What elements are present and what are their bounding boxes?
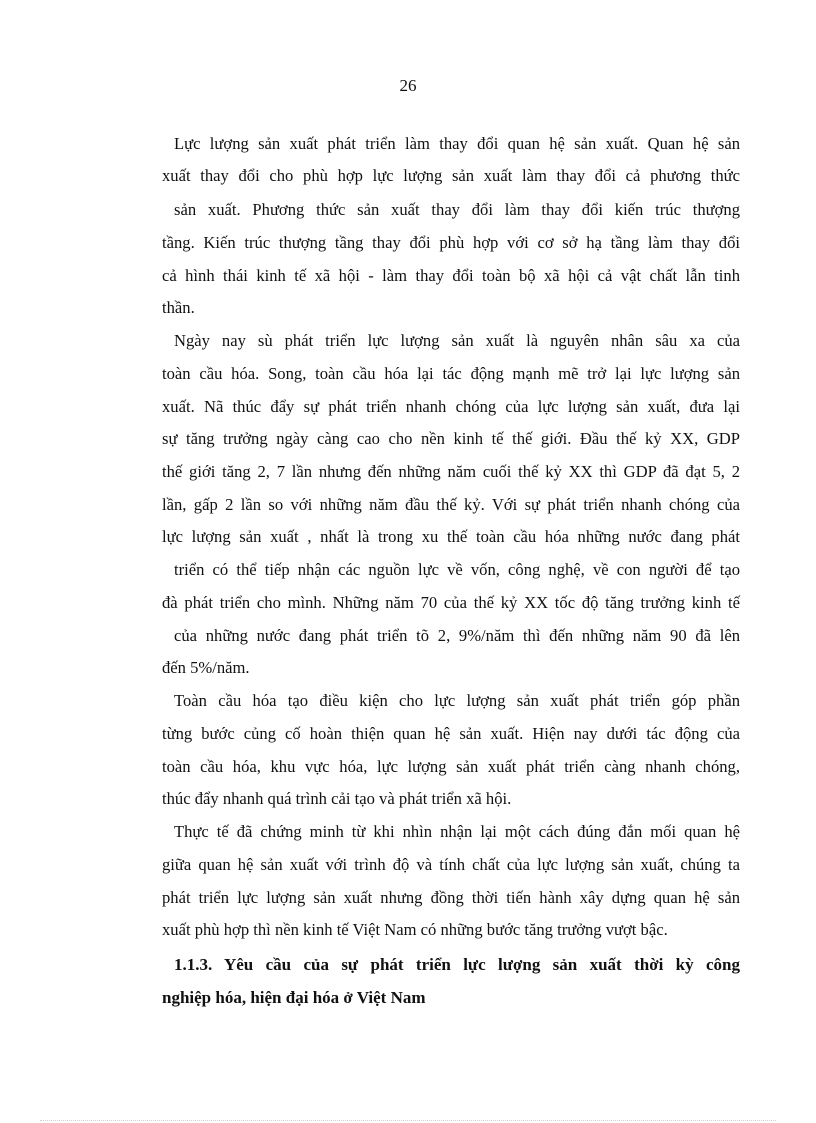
paragraph-line: giữa quan hệ sản xuất với trình độ và tính chất của lực lượng sản xuất, chúng ta bbox=[162, 855, 740, 874]
paragraph-line: thần. bbox=[162, 298, 195, 317]
paragraph-line: đà phát triển cho mình. Những năm 70 của thế kỷ XX tốc độ tăng trưởng kinh tế bbox=[162, 593, 740, 612]
paragraph-line: Ngày nay sù phát triển lực lượng sản xuất là nguyên nhân sâu xa của bbox=[174, 331, 740, 350]
paragraph-line: sản xuất. Phương thức sản xuất thay đổi làm thay đổi kiến trúc thượng bbox=[174, 200, 740, 219]
heading-line: 1.1.3. Yêu cầu của sự phát triển lực lượng sản xuất thời kỳ công bbox=[174, 955, 740, 974]
paragraph-line: từng bước củng cố hoàn thiện quan hệ sản xuất. Hiện nay dưới tác động của bbox=[162, 724, 740, 743]
paragraph-line: sự tăng trưởng ngày càng cao cho nền kinh tế thế giới. Đầu thế kỷ XX, GDP bbox=[162, 429, 740, 448]
paragraph-line: xuất thay đổi cho phù hợp lực lượng sản xuất làm thay đổi cả phương thức bbox=[162, 166, 740, 185]
paragraph-line: triển có thể tiếp nhận các nguồn lực về vốn, công nghệ, về con người để tạo bbox=[174, 560, 740, 579]
paragraph-line: tầng. Kiến trúc thượng tầng thay đổi phù hợp với cơ sở hạ tầng làm thay đổi bbox=[162, 233, 740, 252]
paragraph-line: xuất. Nã thúc đẩy sự phát triển nhanh chóng của lực lượng sản xuất, đưa lại bbox=[162, 397, 740, 416]
paragraph-line: thúc đẩy nhanh quá trình cải tạo và phát triển xã hội. bbox=[162, 789, 512, 808]
heading-line: nghiệp hóa, hiện đại hóa ở Việt Nam bbox=[162, 988, 426, 1007]
page-number: 26 bbox=[399, 76, 417, 95]
paragraph-line: Thực tế đã chứng minh từ khi nhìn nhận lại một cách đúng đắn mối quan hệ bbox=[174, 822, 740, 841]
paragraph-line: toàn cầu hóa, khu vực hóa, lực lượng sản xuất phát triển càng nhanh chóng, bbox=[162, 757, 740, 776]
paragraph-line: cả hình thái kinh tế xã hội - làm thay đổi toàn bộ xã hội cả vật chất lẫn tinh bbox=[162, 266, 740, 285]
paragraph-line: Lực lượng sản xuất phát triển làm thay đổi quan hệ sản xuất. Quan hệ sản bbox=[174, 134, 740, 153]
page-bottom-rule bbox=[40, 1120, 776, 1121]
paragraph-line: toàn cầu hóa. Song, toàn cầu hóa lại tác động mạnh mẽ trở lại lực lượng sản bbox=[162, 364, 740, 383]
paragraph-line: xuất phù hợp thì nền kinh tế Việt Nam có những bước tăng trưởng vượt bậc. bbox=[162, 920, 668, 939]
paragraph-line: lần, gấp 2 lần so với những năm đầu thế kỷ. Với sự phát triển nhanh chóng của bbox=[162, 495, 740, 514]
paragraph-line: đến 5%/năm. bbox=[162, 658, 250, 677]
paragraph-line: lực lượng sản xuất , nhất là trong xu thế toàn cầu hóa những nước đang phát bbox=[162, 527, 740, 546]
paragraph-line: phát triển lực lượng sản xuất nhưng đồng thời tiến hành xây dựng quan hệ sản bbox=[162, 888, 740, 907]
paragraph-line: thế giới tăng 2, 7 lần nhưng đến những năm cuối thế kỷ XX thì GDP đã đạt 5, 2 bbox=[162, 462, 740, 481]
paragraph-line: Toàn cầu hóa tạo điều kiện cho lực lượng sản xuất phát triển góp phần bbox=[174, 691, 740, 710]
paragraph-line: của những nước đang phát triển tõ 2, 9%/năm thì đến những năm 90 đã lên bbox=[174, 626, 740, 645]
